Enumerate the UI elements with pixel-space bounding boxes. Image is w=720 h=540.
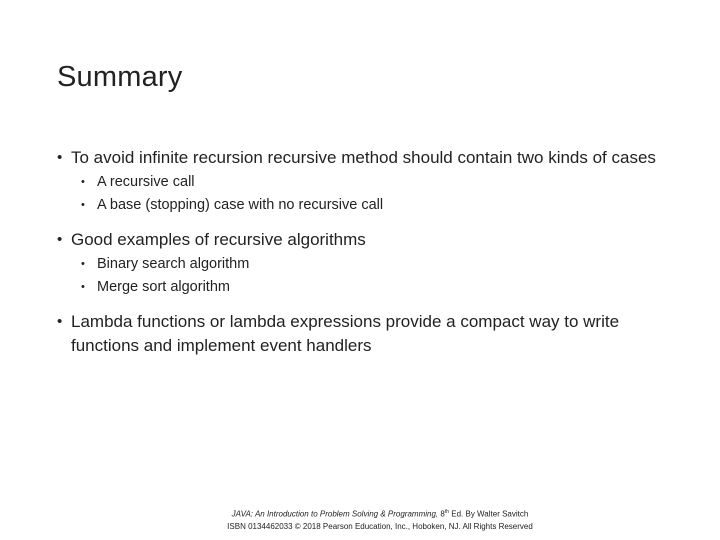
slide-footer — [0, 506, 720, 533]
bullet-dot-icon: • — [81, 199, 85, 211]
bullet-text: Lambda functions or lambda expressions provide a compact way to write functions and implement event handlers — [71, 312, 620, 355]
bullet-text: Good examples of recursive algorithms — [71, 230, 366, 249]
bullet-dot-icon: • — [57, 313, 63, 330]
sub-bullet-list — [81, 253, 657, 299]
bullet-dot-icon: • — [57, 231, 63, 248]
sub-bullet-item — [81, 171, 657, 194]
bullet-text: To avoid infinite recursion recursive method should contain two kinds of cases — [71, 148, 656, 167]
sub-bullet-list — [81, 171, 657, 217]
bullet-item — [57, 310, 657, 358]
bullet-dot-icon: • — [81, 258, 85, 270]
bullet-item — [57, 146, 657, 170]
bullet-dot-icon: • — [57, 149, 63, 166]
footer-copyright: ISBN 0134462033 © 2018 Pearson Education, Inc., Hoboken, NJ. All Rights Reserved — [227, 521, 533, 531]
footer-citation — [0, 506, 720, 521]
sub-bullet-text: Binary search algorithm — [97, 256, 250, 272]
sub-bullet-text: A recursive call — [97, 174, 195, 190]
footer-book-title: JAVA: An Introduction to Problem Solving & Programming, — [231, 509, 439, 519]
sub-bullet-item — [81, 194, 657, 217]
footer-edition-suffix: th — [444, 509, 450, 515]
bullet-dot-icon: • — [81, 281, 85, 293]
sub-bullet-text: A base (stopping) case with no recursive call — [97, 197, 384, 213]
sub-bullet-item — [81, 276, 657, 299]
footer-edition-number: 8 — [440, 509, 445, 519]
bullet-item — [57, 228, 657, 252]
slide-title: Summary — [57, 61, 183, 93]
footer-edition-author: Ed. By Walter Savitch — [451, 509, 529, 519]
sub-bullet-item — [81, 253, 657, 276]
sub-bullet-text: Merge sort algorithm — [97, 279, 230, 295]
bullet-list — [57, 146, 657, 358]
bullet-dot-icon: • — [81, 176, 85, 188]
